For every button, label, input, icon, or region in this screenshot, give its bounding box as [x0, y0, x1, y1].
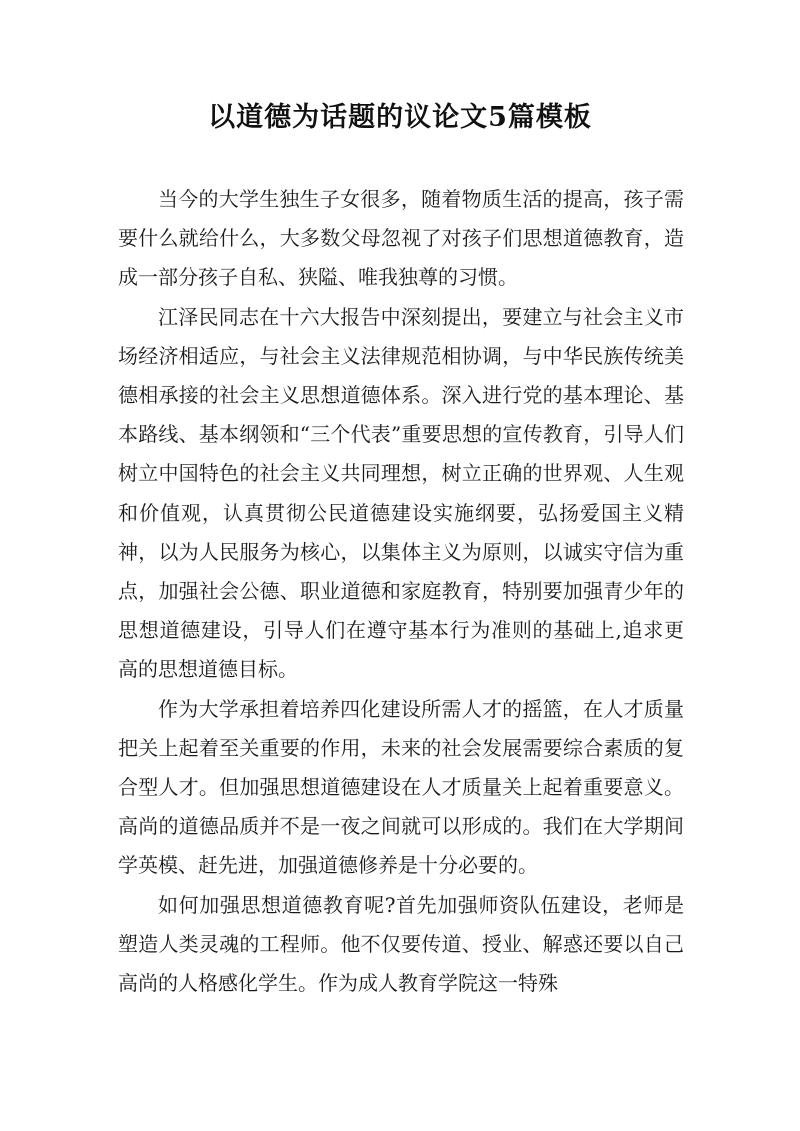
document-body [118, 180, 684, 1003]
paragraph-1: 当今的大学生独生子女很多，随着物质生活的提高，孩子需要什么就给什么，大多数父母忽视了对孩子们思想道德教育，造成一部分孩子自私、狭隘、唯我独尊的习惯。 [118, 187, 684, 290]
paragraph-2: 江泽民同志在十六大报告中深刻提出，要建立与社会主义市场经济相适应，与社会主义法律规范相协调，与中华民族传统美德相承接的社会主义思想道德体系。深入进行党的基本理论、基本路线、基本纲领和“三个代表”重要思想的宣传教育，引导人们树立中国特色的社会主义共同理想，树立正确的世界观、人生观和价值观，认真贯彻公民道德建设实施纲要，弘扬爱国主义精神，以为人民服务为核心，以集体主义为原则，以诚实守信为重点，加强社会公德、职业道德和家庭教育，特别要加强青少年的思想道德建设，引导人们在遵守基本行为准则的基础上,追求更高的思想道德目标。 [118, 304, 684, 682]
document-title: 以道德为话题的议论文5篇模板 [208, 102, 592, 133]
paragraph-4: 如何加强思想道德教育呢?首先加强师资队伍建设，老师是塑造人类灵魂的工程师。他不仅要传道、授业、解惑还要以自己高尚的人格感化学生。作为成人教育学院这一特殊 [118, 892, 684, 996]
paragraph-3: 作为大学承担着培养四化建设所需人才的摇篮，在人才质量把关上起着至关重要的作用，未来的社会发展需要综合素质的复合型人才。但加强思想道德建设在人才质量关上起着重要意义。高尚的道德品质并不是一夜之间就可以形成的。我们在大学期间学英模、赶先进，加强道德修养是十分必要的。 [118, 696, 684, 878]
